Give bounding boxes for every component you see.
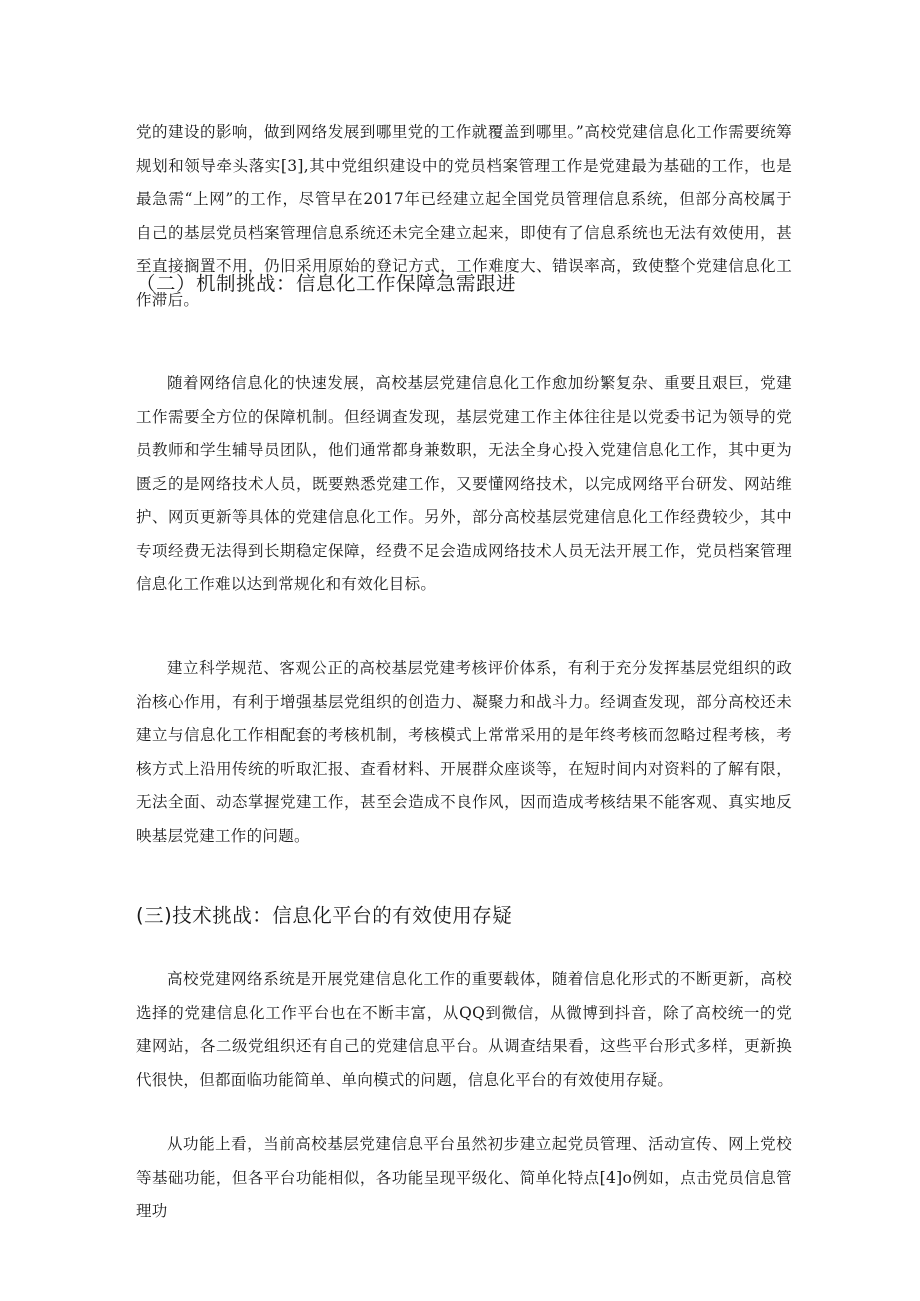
paragraph-technology-functions: 从功能上看，当前高校基层党建信息平台虽然初步建立起党员管理、活动宣传、网上党校等基础功能，但各平台功能相似，各功能呈现平级化、简单化特点[4]o例如，点击党员信息管理功	[136, 1135, 792, 1220]
paragraph-mechanism-staffing-funding: 随着网络信息化的快速发展，高校基层党建信息化工作愈加纷繁复杂、重要且艰巨，党建工作需要全方位的保障机制。但经调查发现，基层党建工作主体往往是以党委书记为领导的党员教师和学生辅导员团队，他们通常都身兼数职，无法全身心投入党建信息化工作，其中更为匮乏的是网络技术人员，既要熟悉党建工作，又要懂网络技术，以完成网络平台研发、网站维护、网页更新等具体的党建信息化工作。另外，部分高校基层党建信息化工作经费较少，其中专项经费无法得到长期稳定保障，经费不足会造成网络技术人员无法开展工作，党员档案管理信息化工作难以达到常规化和有效化目标。	[136, 374, 792, 593]
paragraph-archive-management: 党的建设的影响，做到网络发展到哪里党的工作就覆盖到哪里。”高校党建信息化工作需要统筹规划和领导牵头落实[3],其中党组织建设中的党员档案管理工作是党建最为基础的工作，也是最急需“上网”的工作，尽管早在2017年已经建立起全国党员管理信息系统，但部分高校属于自己的基层党员档案管理信息系统还未完全建立起来，即使有了信息系统也无法有效使用，甚至直接搁置不用，仍旧采用原始的登记方式，工作难度大、错误率高，致使整个党建信息化工作滞后。	[136, 123, 792, 309]
section-heading-technology-challenge: (三)技术挑战：信息化平台的有效使用存疑	[136, 904, 513, 927]
paragraph-technology-platforms: 高校党建网络系统是开展党建信息化工作的重要载体，随着信息化形式的不断更新，高校选择的党建信息化工作平台也在不断丰富，从QQ到微信，从微博到抖音，除了高校统一的党建网站，各二级党组织还有自己的党建信息平台。从调查结果看，这些平台形式多样，更新换代很快，但都面临功能简单、单向模式的问题，信息化平台的有效使用存疑。	[136, 970, 792, 1089]
section-heading-mechanism-challenge: （二）机制挑战：信息化工作保障急需跟进	[136, 272, 517, 295]
paragraph-mechanism-evaluation: 建立科学规范、客观公正的高校基层党建考核评价体系，有利于充分发挥基层党组织的政治核心作用，有利于增强基层党组织的创造力、凝聚力和战斗力。经调查发现，部分高校还未建立与信息化工作相配套的考核机制，考核模式上常常采用的是年终考核而忽略过程考核，考核方式上沿用传统的听取汇报、查看材料、开展群众座谈等，在短时间内对资料的了解有限，无法全面、动态掌握党建工作，甚至会造成不良作风，因而造成考核结果不能客观、真实地反映基层党建工作的问题。	[136, 659, 792, 845]
